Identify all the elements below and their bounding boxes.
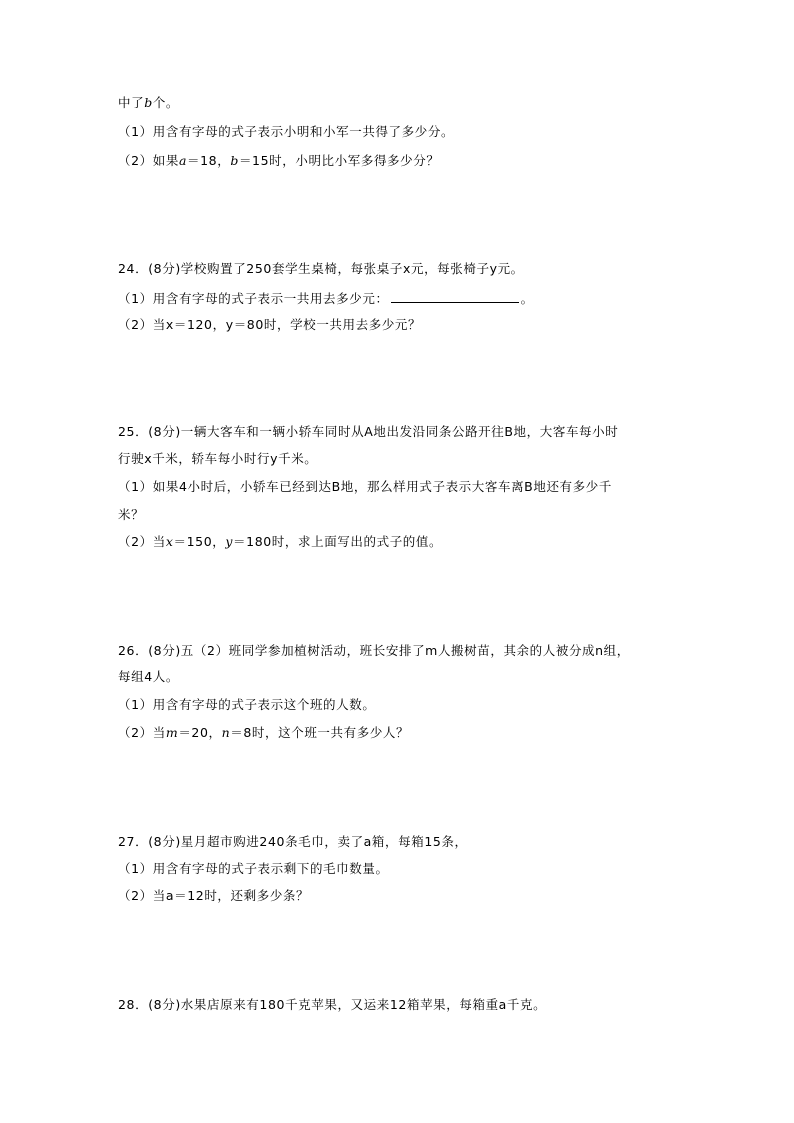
q27-part2: （2）当a＝12时，还剩多少条？ (118, 888, 310, 903)
q25-part1-line2: 米？ (118, 507, 145, 522)
q23-part2 (118, 153, 439, 169)
q23-var-b2: b (230, 153, 239, 168)
q23-var-a: a (178, 153, 188, 168)
q26-var-m: m (165, 725, 179, 740)
q23-part2-text-c: ＝15时，小明比小军多得多少分？ (238, 153, 440, 168)
q27-stem: 27．(8分)星月超市购进240条毛巾，卖了a箱，每箱15条， (118, 834, 468, 849)
q25-var-y: y (225, 534, 234, 549)
q25-var-x: x (165, 534, 174, 549)
q26-part1: （1）用含有字母的式子表示这个班的人数。 (118, 697, 376, 712)
q25-stem-line1: 25．(8分)一辆大客车和一辆小轿车同时从A地出发沿同条公路开往B地，大客车每小时 (118, 424, 619, 439)
q25-part2-text-b: ＝150， (173, 534, 226, 549)
q24-answer-blank[interactable] (391, 290, 519, 303)
q24-part1-end: 。 (520, 291, 534, 306)
q27-part1: （1）用含有字母的式子表示剩下的毛巾数量。 (118, 861, 389, 876)
q26-part2-text-b: ＝20， (178, 725, 222, 740)
q23-cont-end: 个。 (152, 95, 180, 110)
q26-part2-text-c: ＝8时，这个班一共有多少人？ (230, 725, 410, 740)
q23-var-b: b (144, 95, 153, 110)
q23-part2-text-a: （2）如果 (118, 153, 179, 168)
q28-stem: 28．(8分)水果店原来有180千克苹果，又运来12箱苹果，每箱重a千克。 (118, 997, 547, 1012)
q25-part2-text-a: （2）当 (118, 534, 166, 549)
q26-part2-text-a: （2）当 (118, 725, 166, 740)
q23-part2-text-b: ＝18， (187, 153, 231, 168)
q25-stem-line2: 行驶x千米，轿车每小时行y千米。 (118, 451, 318, 466)
q25-part2 (118, 534, 442, 550)
q24-part1-text: （1）用含有字母的式子表示一共用去多少元： (118, 291, 389, 306)
q23-part1: （1）用含有字母的式子表示小明和小军一共得了多少分。 (118, 124, 455, 139)
q23-continuation (118, 95, 179, 111)
q24-part1 (118, 290, 534, 307)
q25-part2-text-c: ＝180时，求上面写出的式子的值。 (233, 534, 443, 549)
q23-cont-text: 中了 (118, 95, 145, 110)
q24-part2: （2）当x＝120，y＝80时，学校一共用去多少元？ (118, 317, 422, 332)
q26-part2 (118, 725, 409, 741)
q26-var-n: n (221, 725, 231, 740)
q26-stem-line1: 26．(8分)五（2）班同学参加植树活动，班长安排了m人搬树苗，其余的人被分成n组， (118, 643, 630, 658)
q24-stem: 24．(8分)学校购置了250套学生桌椅，每张桌子x元，每张椅子y元。 (118, 261, 524, 276)
q25-part1-line1: （1）如果4小时后，小轿车已经到达B地，那么样用式子表示大客车离B地还有多少千 (118, 479, 612, 494)
q26-stem-line2: 每组4人。 (118, 669, 179, 684)
